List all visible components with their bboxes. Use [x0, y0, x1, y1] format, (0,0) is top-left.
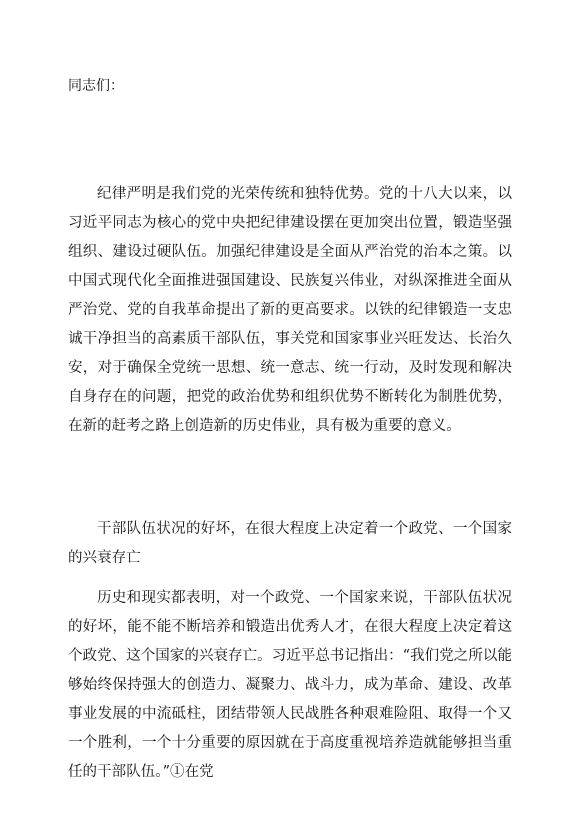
paragraph-history: 历史和现实都表明，对一个政党、一个国家来说，干部队伍状况的好坏，能不能不断培养和锻造出优秀人才，在很大程度上决定着这个政党、这个国家的兴衰存亡。习近平总书记指出：“我们党之所以能够始终保持强大的创造力、凝聚力、战斗力，成为革命、建设、改革事业发展的中流砥柱，团结带领人民战胜各种艰难险阻、取得一个又一个胜利，一个十分重要的原因就在于高度重视培养造就能够担当重任的干部队伍。”①在党 — [68, 590, 512, 780]
section-heading: 干部队伍状况的好坏，在很大程度上决定着一个政党、一个国家的兴衰存亡 — [68, 521, 512, 566]
paragraph-discipline: 纪律严明是我们党的光荣传统和独特优势。党的十八大以来，以习近平同志为核心的党中央把纪律建设摆在更加突出位置，锻造坚强组织、建设过硬队伍。加强纪律建设是全面从严治党的治本之策。以中国式现代化全面推进强国建设、民族复兴伟业，对纵深推进全面从严治党、党的自我革命提出了新的更高要求。以铁的纪律锻造一支忠诚干净担当的高素质干部队伍，事关党和国家事业兴旺发达、长治久安，对于确保全党统一思想、统一意志、统一行动，及时发现和解决自身存在的问题，把党的政治优势和组织优势不断转化为制胜优势，在新的赶考之路上创造新的历史伟业，具有极为重要的意义。 — [68, 186, 512, 434]
salutation: 同志们： — [68, 78, 124, 94]
